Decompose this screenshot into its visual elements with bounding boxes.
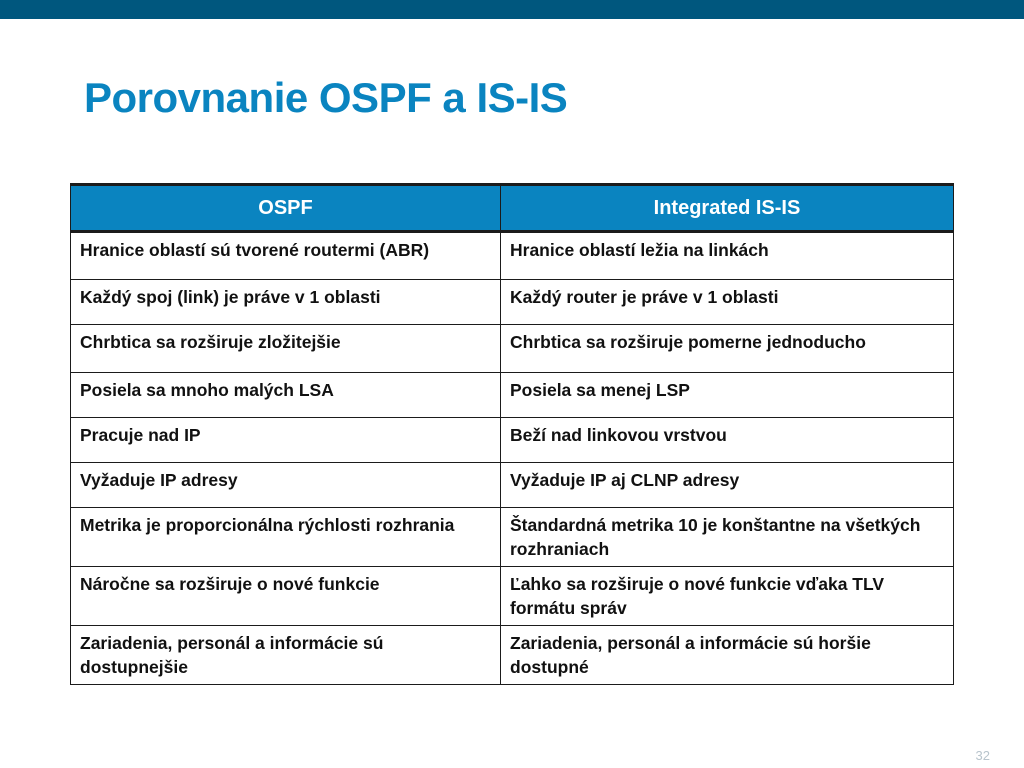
- ospf-cell: Posiela sa mnoho malých LSA: [71, 373, 501, 418]
- comparison-table: [70, 183, 954, 685]
- table-row: [71, 508, 954, 567]
- slide-title: Porovnanie OSPF a IS-IS: [84, 74, 568, 121]
- header-ospf: OSPF: [71, 185, 501, 232]
- ospf-cell: Zariadenia, personál a informácie sú dostupnejšie: [71, 626, 501, 685]
- table-row: [71, 280, 954, 325]
- is-is-cell: Každý router je práve v 1 oblasti: [501, 280, 954, 325]
- ospf-cell: Metrika je proporcionálna rýchlosti rozhrania: [71, 508, 501, 567]
- table-row: [71, 325, 954, 373]
- table-row: [71, 567, 954, 626]
- ospf-cell: Hranice oblastí sú tvorené routermi (ABR): [71, 232, 501, 280]
- ospf-cell: Pracuje nad IP: [71, 418, 501, 463]
- table-row: [71, 232, 954, 280]
- table-row: [71, 463, 954, 508]
- is-is-cell: Chrbtica sa rozširuje pomerne jednoducho: [501, 325, 954, 373]
- is-is-cell: Vyžaduje IP aj CLNP adresy: [501, 463, 954, 508]
- ospf-cell: Každý spoj (link) je práve v 1 oblasti: [71, 280, 501, 325]
- is-is-cell: Beží nad linkovou vrstvou: [501, 418, 954, 463]
- ospf-cell: Chrbtica sa rozširuje zložitejšie: [71, 325, 501, 373]
- top-banner-bar: [0, 0, 1024, 19]
- table-row: [71, 626, 954, 685]
- ospf-cell: Náročne sa rozširuje o nové funkcie: [71, 567, 501, 626]
- is-is-cell: Štandardná metrika 10 je konštantne na všetkých rozhraniach: [501, 508, 954, 567]
- is-is-cell: Zariadenia, personál a informácie sú horšie dostupné: [501, 626, 954, 685]
- table-row: [71, 418, 954, 463]
- is-is-cell: Ľahko sa rozširuje o nové funkcie vďaka TLV formátu správ: [501, 567, 954, 626]
- table-row: [71, 373, 954, 418]
- page-number: 32: [975, 748, 990, 763]
- table-header-row: [71, 185, 954, 232]
- is-is-cell: Posiela sa menej LSP: [501, 373, 954, 418]
- header-integrated-is-is: Integrated IS-IS: [501, 185, 954, 232]
- is-is-cell: Hranice oblastí ležia na linkách: [501, 232, 954, 280]
- ospf-cell: Vyžaduje IP adresy: [71, 463, 501, 508]
